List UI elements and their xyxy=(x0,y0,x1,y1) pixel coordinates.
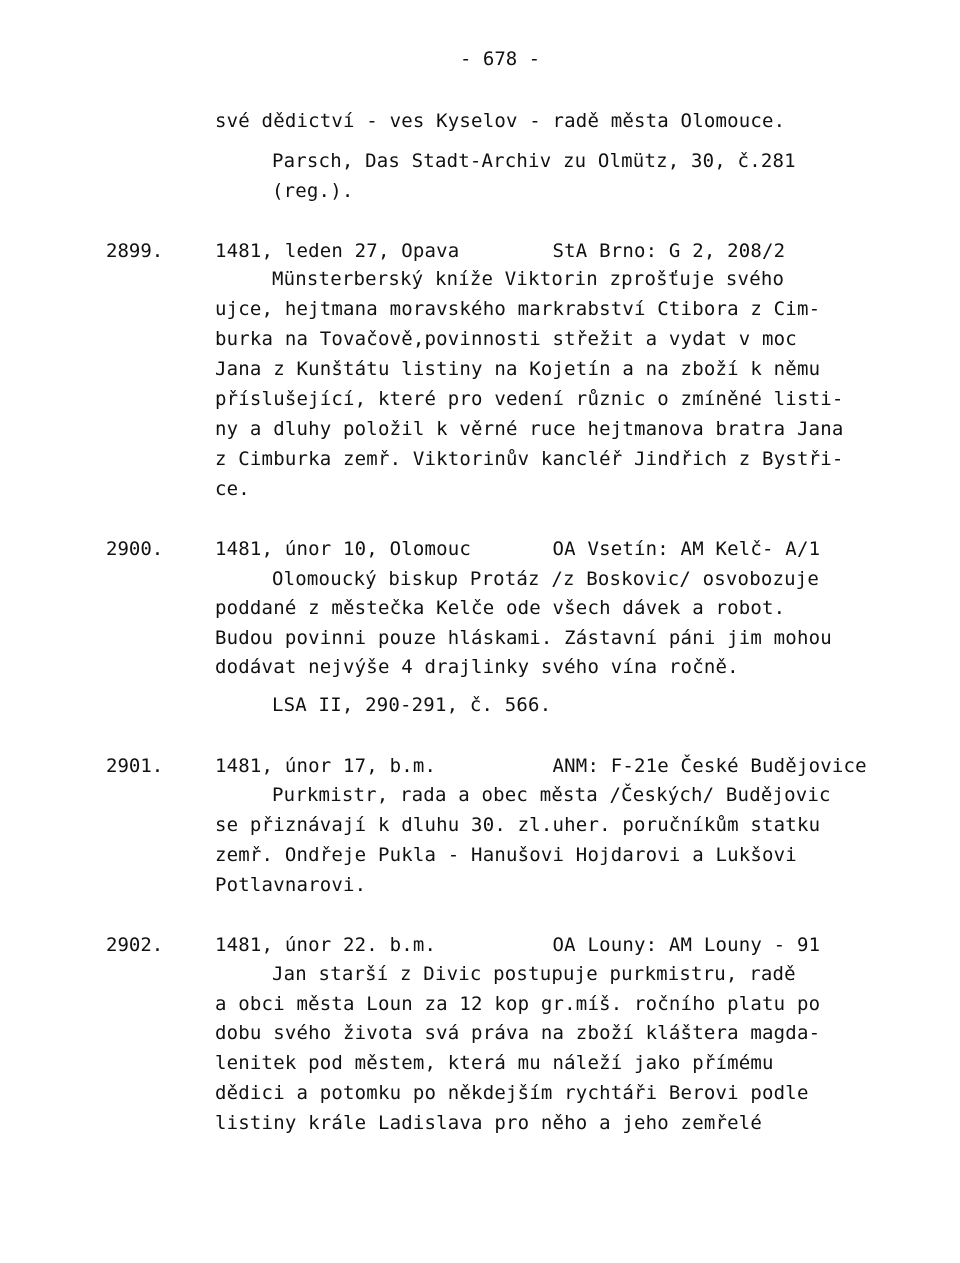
text-line: Parsch, Das Stadt-Archiv zu Olmütz, 30, č.281 xyxy=(272,150,796,172)
text-line: se přiznávají k dluhu 30. zl.uher. poručníkům statku xyxy=(215,814,821,836)
entry-number: 2900. xyxy=(106,538,164,560)
text-line: dodávat nejvýše 4 drajlinky svého vína ročně. xyxy=(215,656,739,678)
text-line: Münsterberský kníže Viktorin zprošťuje svého xyxy=(272,268,785,290)
entry-header: 1481, leden 27, Opava StA Brno: G 2, 208/2 xyxy=(215,240,786,262)
text-line: ny a dluhy položil k věrné ruce hejtmanova bratra Jana xyxy=(215,418,844,440)
entry-number: 2899. xyxy=(106,240,164,262)
text-line: zemř. Ondřeje Pukla - Hanušovi Hojdarovi a Lukšovi xyxy=(215,844,797,866)
text-line: lenitek pod městem, která mu náleží jako přímému xyxy=(215,1052,774,1074)
entry-number: 2902. xyxy=(106,934,164,956)
text-line: Jan starší z Divic postupuje purkmistru, radě xyxy=(272,963,796,985)
citation: LSA II, 290-291, č. 566. xyxy=(272,694,552,716)
page-number: - 678 - xyxy=(460,48,541,70)
text-line: Olomoucký biskup Protáz /z Boskovic/ osvobozuje xyxy=(272,568,820,590)
text-line: příslušející, které pro vedení různic o zmíněné listi- xyxy=(215,388,844,410)
text-line: Purkmistr, rada a obec města /Českých/ Budějovic xyxy=(272,784,831,806)
text-line: a obci města Loun za 12 kop gr.míš. ročního platu po xyxy=(215,993,821,1015)
text-line: burka na Tovačově,povinnosti střežit a vydat v moc xyxy=(215,328,797,350)
text-line: dobu svého života svá práva na zboží kláštera magda- xyxy=(215,1022,821,1044)
text-line: ce. xyxy=(215,478,250,500)
text-line: své dědictví - ves Kyselov - radě města Olomouce. xyxy=(215,110,786,132)
text-line: listiny krále Ladislava pro něho a jeho zemřelé xyxy=(215,1112,763,1134)
text-line: z Cimburka zemř. Viktorinův kancléř Jindřich z Bystři- xyxy=(215,448,844,470)
text-line: Budou povinni pouze hláskami. Zástavní páni jim mohou xyxy=(215,627,832,649)
entry-header: 1481, únor 17, b.m. ANM: F-21e České Budějovice xyxy=(215,755,867,777)
text-line: Jana z Kunštátu listiny na Kojetín a na zboží k němu xyxy=(215,358,821,380)
text-line: Potlavnarovi. xyxy=(215,874,367,896)
entry-number: 2901. xyxy=(106,755,164,777)
text-line: (reg.). xyxy=(272,180,354,202)
text-line: dědici a potomku po někdejším rychtáři Berovi podle xyxy=(215,1082,809,1104)
entry-header: 1481, únor 10, Olomouc OA Vsetín: AM Kelč- A/1 xyxy=(215,538,821,560)
entry-header: 1481, únor 22. b.m. OA Louny: AM Louny - 91 xyxy=(215,934,821,956)
text-line: ujce, hejtmana moravského markrabství Ctibora z Cim- xyxy=(215,298,821,320)
text-line: poddané z městečka Kelče ode všech dávek a robot. xyxy=(215,597,786,619)
